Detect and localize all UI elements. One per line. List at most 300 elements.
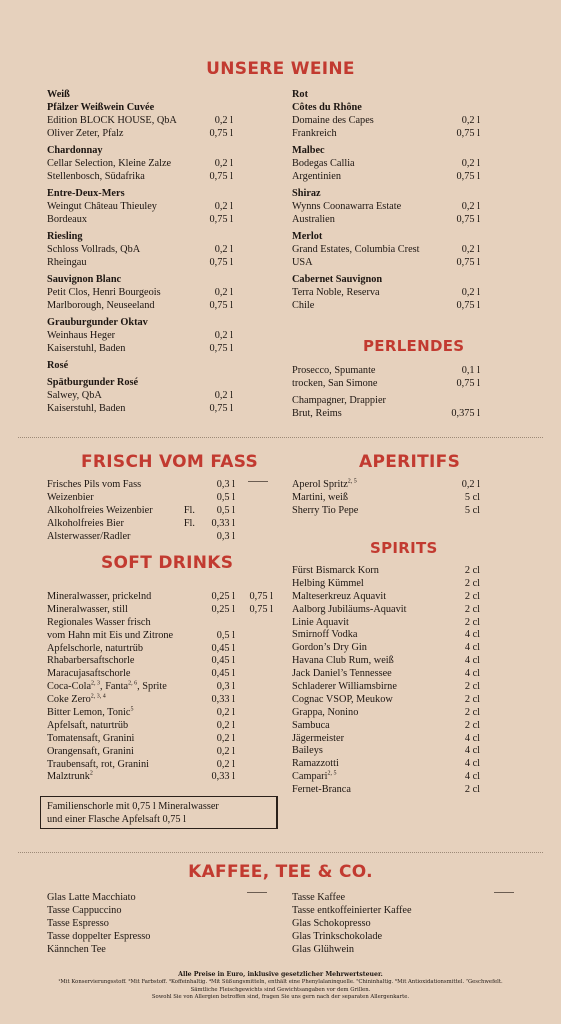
item-name (47, 733, 134, 746)
item-size: 4 cl (464, 655, 480, 667)
menu-item (47, 158, 233, 171)
menu-item (292, 128, 480, 141)
item-size: 0,2 l (461, 200, 480, 212)
item-name (47, 257, 86, 270)
family-box-line: Familienschorle mit 0,75 l Mineralwasser (47, 801, 219, 812)
coffee-list-right (292, 892, 492, 956)
item-size: 0,45 l (211, 642, 235, 654)
item-name (292, 745, 323, 758)
item-name (47, 707, 133, 720)
menu-item (47, 343, 233, 356)
item-name-text: vom Hahn mit Eis und Zitrone (47, 629, 174, 641)
item-name-text: Côtes du Rhône (292, 101, 362, 113)
item-name (292, 188, 321, 201)
item-name-text: Orangensaft, Granini (47, 745, 134, 757)
item-size: 2 cl (464, 565, 480, 576)
item-name (292, 617, 349, 630)
menu-item (292, 214, 480, 227)
item-size: 0,2 l (214, 389, 233, 401)
family-schorle-box (40, 796, 278, 829)
item-name: Tasse entkoffeinierter Kaffee (292, 904, 412, 916)
item-name-text: Weinhaus Heger (47, 329, 116, 341)
item-size: 0,2 l (214, 243, 233, 255)
item-name: Glas Latte Macchiato (47, 892, 136, 903)
item-name (292, 145, 325, 158)
item-size: 0,2 l (214, 200, 233, 212)
spirits-list (292, 565, 480, 797)
category-label (47, 188, 233, 201)
item-name-text: Aalborg Jubiläums-Aquavit (292, 603, 407, 615)
footer-allergens: Sowohl Sie von Allergien betroffen sind, fragen Sie uns gern nach der separaten Allergenkarte. (151, 994, 410, 1001)
item-name (47, 505, 153, 518)
item-name-text: Champagner, Drappier (292, 395, 386, 407)
item-name (47, 330, 115, 343)
item-name: Tasse Espresso (47, 917, 109, 929)
menu-item (292, 505, 480, 518)
item-name-text: Weiß (47, 89, 70, 100)
menu-item (292, 591, 480, 604)
footnote-ref: 2, 6 (128, 680, 138, 687)
menu-item (47, 244, 233, 257)
item-size: 2 cl (464, 616, 480, 628)
item-name-text: Marlborough, Neuseeland (47, 299, 155, 311)
item-name: Tasse Cappuccino (47, 904, 122, 916)
item-name (292, 257, 313, 270)
item-name (292, 158, 355, 171)
item-name-text: Domaine des Capes (292, 114, 374, 126)
item-name (47, 231, 82, 244)
menu-item (292, 395, 480, 408)
item-name-text: Sherry Tio Pepe (292, 504, 359, 516)
item-name-text: Traubensaft, rot, Granini (47, 758, 149, 770)
menu-item (292, 365, 480, 378)
item-name-text: Alkoholfreies Bier (47, 517, 124, 529)
divider-dash (248, 481, 268, 483)
item-size: 0,75 l (456, 299, 480, 311)
item-name (292, 231, 322, 244)
item-size: 0,2 l (461, 114, 480, 126)
item-size: 0,2 l (216, 732, 235, 744)
category-label (47, 377, 233, 390)
category-label (292, 188, 480, 201)
item-size: 0,2 l (214, 157, 233, 169)
item-name (292, 668, 392, 681)
menu-item (292, 492, 480, 505)
footnote-ref: 5 (130, 706, 134, 713)
item-size: 0,75 l (456, 213, 480, 225)
menu-item (292, 479, 480, 492)
item-name-text: Apfelsaft, naturtrüb (47, 719, 129, 731)
menu-item (47, 604, 273, 617)
item-name-text: Sambuca (292, 719, 330, 731)
aperitif-list (292, 479, 480, 518)
item-name-text: Entre-Deux-Mers (47, 187, 125, 199)
item-name-text: USA (292, 256, 313, 268)
item-name-text: Baileys (292, 745, 323, 757)
item-name-text: Grappa, Nonino (292, 706, 359, 718)
bottle-marker: Fl. (183, 517, 195, 529)
item-size: 4 cl (464, 745, 480, 757)
menu-item (292, 171, 480, 184)
item-size: 0,75 l (209, 127, 233, 139)
menu-item (292, 707, 480, 720)
menu-item (292, 604, 480, 617)
item-name-text: Alkoholfreies Weizenbier (47, 504, 153, 516)
item-name-text: Prosecco, Spumante (292, 365, 376, 376)
menu-item (292, 201, 480, 214)
item-name (47, 287, 161, 300)
category-label (47, 231, 233, 244)
item-size: 4 cl (464, 771, 480, 783)
item-size: 0,375 l (451, 407, 480, 419)
item-size: 0,5 l (216, 491, 235, 503)
item-name-text: Bodegas Callia (292, 157, 355, 169)
item-name-text: Schloss Vollrads, QbA (47, 243, 141, 255)
item-size: 4 cl (464, 668, 480, 680)
footer-weights: Sämtliche Fleischgewichts sind Gewichtsangaben vor dem Grillen. (190, 986, 371, 993)
divider (18, 852, 543, 854)
item-name-text: Malbec (292, 144, 325, 156)
item-name: Glas Schokopresso (292, 917, 371, 929)
footnote-ref: 2, 5 (327, 770, 337, 777)
divider (18, 437, 543, 439)
item-name (47, 617, 151, 630)
menu-item (292, 720, 480, 733)
item-name (292, 720, 330, 733)
heading-spirits: SPIRITS (370, 539, 438, 557)
item-name-text: Frisches Pils vom Fass (47, 479, 142, 490)
item-name-text: Rhabarbersaftschorle (47, 655, 135, 667)
item-name-text: , Fanta (100, 681, 129, 693)
item-name-text: Ramazzotti (292, 758, 339, 770)
item-name: Glas Trinkschokolade (292, 930, 383, 942)
item-size: 0,3 l (216, 681, 235, 693)
item-name-text: Salwey, QbA (47, 389, 102, 401)
menu-item (47, 479, 235, 492)
divider-dash (494, 892, 514, 894)
item-name-text: Bitter Lemon, Tonic (47, 707, 131, 719)
item-size: 4 cl (464, 629, 480, 641)
menu-item (292, 681, 480, 694)
item-size: 0,2 l (461, 286, 480, 298)
item-name-text: Havana Club Rum, weiß (292, 655, 394, 667)
item-name: Glas Glühwein (292, 943, 355, 955)
item-size: 0,75 l (209, 402, 233, 414)
item-name (47, 655, 134, 668)
item-name (292, 287, 380, 300)
item-name-text: Australien (292, 213, 335, 225)
item-size: 0,75 l (209, 342, 233, 354)
item-name-text: Mineralwasser, prickelnd (47, 591, 152, 602)
item-name (292, 492, 348, 505)
soft-drink-list (47, 591, 273, 784)
menu-item (292, 408, 480, 421)
item-size: 0,2 l (216, 719, 235, 731)
item-name (292, 629, 358, 642)
heading-aperitifs: APERITIFS (359, 452, 461, 472)
item-name (292, 655, 394, 668)
item-name-text: Spätburgunder Rosé (47, 376, 139, 388)
menu-item (47, 531, 235, 544)
menu-item (47, 720, 273, 733)
item-name (47, 115, 177, 128)
item-name (292, 758, 339, 771)
menu-item (47, 655, 273, 668)
menu-item (292, 578, 480, 591)
item-name-text: Weizenbier (47, 491, 94, 503)
menu-item (292, 287, 480, 300)
footnote-ref: 2 (89, 771, 93, 778)
item-name (292, 244, 420, 257)
item-name (292, 201, 401, 214)
menu-item (292, 617, 480, 630)
item-name (292, 604, 407, 617)
item-name-text: Helbing Kümmel (292, 577, 364, 589)
item-name-text: Martini, weiß (292, 491, 349, 503)
item-size: 0,33 l (211, 771, 235, 783)
item-size: 0,2 l (461, 157, 480, 169)
item-name-text: Campari (292, 771, 328, 783)
item-name-text: Grauburgunder Oktav (47, 316, 148, 328)
menu-item (292, 257, 480, 270)
item-name-text: Jägermeister (292, 732, 345, 744)
menu-item (47, 330, 233, 343)
item-size: 0,75 l (456, 170, 480, 182)
item-name (292, 771, 336, 784)
wine-list-red (292, 89, 480, 312)
item-size: 0,33 l (211, 694, 235, 706)
menu-item (47, 403, 233, 416)
item-name (47, 102, 154, 115)
item-name (292, 479, 357, 492)
item-name-text: Schladerer Williamsbirne (292, 681, 397, 693)
heading-kaffee-tee: KAFFEE, TEE & CO. (188, 862, 373, 882)
item-size: 0,5 l (216, 504, 235, 516)
item-name (47, 377, 138, 390)
item-name-text: Gordon’s Dry Gin (292, 642, 367, 654)
item-name (47, 720, 128, 733)
item-name (292, 115, 374, 128)
menu-item (292, 944, 492, 957)
item-name (292, 642, 367, 655)
item-name-text: Jack Daniel’s Tennessee (292, 668, 392, 680)
item-name (292, 578, 364, 591)
item-name-text: Cellar Selection, Kleine Zalze (47, 157, 172, 169)
item-name (47, 171, 145, 184)
menu-item (292, 244, 480, 257)
item-size: 0,2 l (216, 745, 235, 757)
item-name-text: Tomatensaft, Granini (47, 732, 135, 744)
item-name (47, 518, 124, 531)
item-name-text: Fernet-Branca (292, 784, 351, 796)
item-size: 2 cl (464, 693, 480, 705)
menu-item (47, 390, 233, 403)
menu-item (292, 918, 492, 931)
item-name-text: Malztrunk (47, 771, 90, 783)
item-name-text: Frankreich (292, 127, 337, 139)
item-size: 0,2 l (214, 114, 233, 126)
item-name-text: Rot (292, 89, 309, 100)
menu-item (47, 918, 247, 931)
menu-item (292, 905, 492, 918)
item-name (292, 694, 393, 707)
item-name (47, 479, 141, 492)
item-name-text: , Sprite (137, 681, 167, 693)
item-size: 0,75 l (456, 377, 480, 389)
menu-item (47, 733, 273, 746)
item-name (47, 694, 106, 707)
item-name (47, 158, 171, 171)
item-name-text: Terra Noble, Reserva (292, 286, 380, 298)
heading-soft-drinks: SOFT DRINKS (101, 553, 234, 573)
menu-item (292, 771, 480, 784)
menu-item (292, 694, 480, 707)
item-size: 4 cl (464, 642, 480, 654)
menu-item (47, 591, 273, 604)
item-name: Kännchen Tee (47, 943, 106, 955)
item-size: 0,3 l (216, 530, 235, 542)
item-name-text: Argentinien (292, 170, 341, 182)
item-size: 0,25 l (211, 603, 235, 615)
item-name-text: Maracujasaftschorle (47, 668, 131, 680)
family-box-line: und einer Flasche Apfelsaft 0,75 l (47, 814, 186, 825)
item-name (47, 201, 157, 214)
menu-item (292, 565, 480, 578)
item-name-text: Chile (292, 299, 315, 311)
menu-item (47, 892, 247, 905)
menu-item (47, 257, 233, 270)
item-name (47, 759, 149, 772)
menu-item (47, 505, 235, 518)
item-size: 0,2 l (214, 329, 233, 341)
menu-item (292, 115, 480, 128)
item-name (47, 214, 87, 227)
category-label (47, 89, 233, 102)
item-size: 2 cl (464, 784, 480, 796)
item-name (292, 171, 341, 184)
menu-item (292, 642, 480, 655)
item-size: 0,2 l (461, 479, 480, 490)
menu-item (47, 759, 273, 772)
footnote-ref: 2, 3, 4 (90, 693, 106, 700)
item-size: 0,75 l (209, 170, 233, 182)
category-label (292, 274, 480, 287)
category-label (47, 360, 233, 373)
menu-item (47, 707, 273, 720)
item-name-text: trocken, San Simone (292, 377, 378, 389)
item-size: 0,1 l (461, 365, 480, 376)
item-name (292, 300, 314, 313)
item-name-text: Shiraz (292, 187, 321, 199)
item-name (47, 630, 173, 643)
item-name (292, 707, 358, 720)
item-name (47, 604, 128, 617)
menu-item (47, 694, 273, 707)
item-name (292, 214, 335, 227)
item-name (47, 492, 94, 505)
menu-item (47, 746, 273, 759)
item-size: 2 cl (464, 577, 480, 589)
item-name-text: Pfälzer Weißwein Cuvée (47, 101, 155, 113)
item-size: 0,25 l (211, 591, 235, 602)
item-name-text: Regionales Wasser frisch (47, 616, 151, 628)
item-name-text: Merlot (292, 230, 323, 242)
item-name (292, 89, 308, 102)
item-name-text: Wynns Coonawarra Estate (292, 200, 402, 212)
item-name-text: Coke Zero (47, 694, 91, 706)
category-label (292, 145, 480, 158)
menu-item (292, 758, 480, 771)
item-name-text: Petit Clos, Henri Bourgeois (47, 286, 161, 298)
menu-item (292, 158, 480, 171)
item-name-text: Grand Estates, Columbia Crest (292, 243, 420, 255)
item-name-text: Brut, Reims (292, 407, 342, 419)
menu-item (47, 214, 233, 227)
item-name-text: Chardonnay (47, 144, 103, 156)
item-name (47, 145, 103, 158)
item-name-text: Malteserkreuz Aquavit (292, 590, 387, 602)
item-name-text: Linie Aquavit (292, 616, 349, 628)
item-name-text: Stellenbosch, Südafrika (47, 170, 145, 182)
item-name (47, 531, 131, 544)
item-size: 5 cl (464, 504, 480, 516)
menu-item (292, 668, 480, 681)
item-size: 0,75 l (209, 213, 233, 225)
footer-notes (0, 971, 561, 1002)
heading-unsere-weine: UNSERE WEINE (206, 59, 355, 79)
category-label (292, 231, 480, 244)
draft-list (47, 479, 235, 543)
item-name-text: Bordeaux (47, 213, 88, 225)
item-name-text: Weingut Château Thieuley (47, 200, 157, 212)
item-name (47, 317, 148, 330)
menu-item (47, 944, 247, 957)
footer-prices: Alle Preise in Euro, inklusive gesetzlicher Mehrwertsteuer. (178, 971, 383, 978)
item-name: Tasse doppelter Espresso (47, 930, 151, 942)
heading-perlendes: PERLENDES (363, 337, 465, 355)
item-size: 0,45 l (211, 668, 235, 680)
item-size: 0,75 l (456, 256, 480, 268)
item-size: 4 cl (464, 732, 480, 744)
menu-item (47, 201, 233, 214)
menu-item (47, 171, 233, 184)
item-size: 0,45 l (211, 655, 235, 667)
item-name-text: Apfelschorle, naturtrüb (47, 642, 144, 654)
item-name (47, 89, 70, 102)
item-name (47, 128, 124, 141)
item-name-text: Cabernet Sauvignon (292, 273, 383, 285)
item-name-text: Kaiserstuhl, Baden (47, 342, 126, 354)
footnote-ref: 2, 5 (347, 478, 357, 485)
item-name (292, 365, 376, 378)
item-name (292, 395, 386, 408)
item-name (47, 343, 125, 356)
item-name (47, 274, 121, 287)
item-name (47, 360, 68, 373)
item-size: 2 cl (464, 603, 480, 615)
item-name-text: Fürst Bismarck Korn (292, 565, 379, 576)
menu-item (292, 378, 480, 391)
menu-item (47, 128, 233, 141)
item-name (47, 668, 130, 681)
menu-item (47, 287, 233, 300)
category-label (47, 102, 233, 115)
menu-item (292, 892, 492, 905)
item-name (292, 565, 379, 578)
item-size: 2 cl (464, 681, 480, 693)
item-size: 0,2 l (214, 286, 233, 298)
category-label (292, 102, 480, 115)
